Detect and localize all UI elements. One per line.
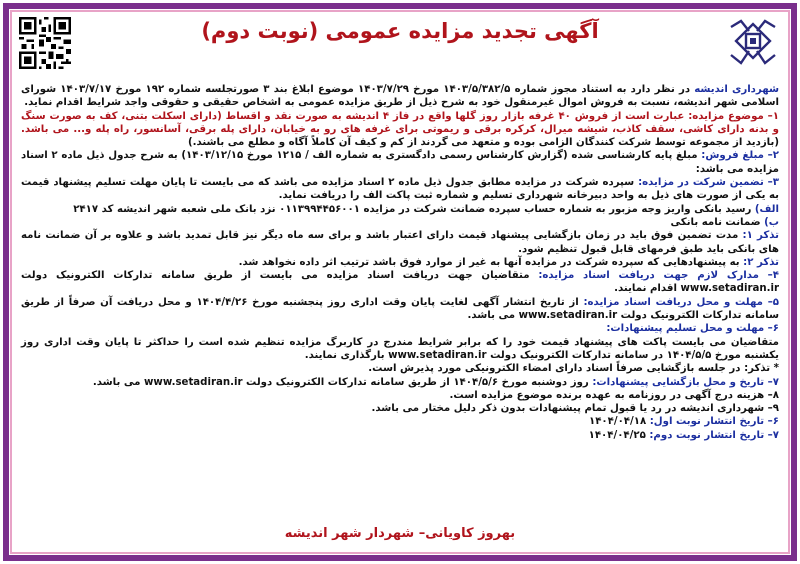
item-be (21, 216, 779, 229)
item-4 (21, 269, 779, 296)
item-6-label: ۶– مهلت و محل تسلیم پیشنهادات: (606, 323, 779, 335)
publish-first (21, 415, 779, 428)
item-alef (21, 203, 779, 216)
item-3 (21, 176, 779, 203)
item-6-body-text: متقاضیان می بایست پاکت های پیشنهاد قیمت خود را که برابر شرایط مندرج در کاربرگ مزایده تنظیم شده است را حداکثر تا پایان وقت اداری روز یکشنبه مورخ ۱۴۰۴/۵/۵ در سامانه تدارکات الکترونیک دولت (21, 336, 779, 361)
item-4-text: متقاضیان جهت دریافت اسناد مزایده می بایست از طریق سامانه تدارکات الکترونیک دولت (21, 270, 539, 282)
item-5 (21, 296, 779, 323)
publish-first-label: ۶– تاریخ انتشار نوبت اول: (649, 416, 779, 428)
item-1 (21, 110, 779, 150)
note-1 (21, 229, 779, 256)
note-2 (21, 256, 779, 269)
item-4-label: ۴– مدارک لازم جهت دریافت اسناد مزایده: (538, 270, 779, 282)
item-6-body (21, 336, 779, 363)
intro-label: شهرداری اندیشه (694, 84, 779, 95)
publish-second (21, 429, 779, 442)
item-4-url[interactable]: www.setadiran.ir (680, 283, 779, 295)
item-2-label: ۲– مبلغ فروش: (701, 150, 779, 162)
item-8-text: ۸– هزینه درج آگهی در روزنامه به عهده برنده موضوع مزایده است. (449, 389, 779, 401)
item-7-text: روز دوشنبه مورخ ۱۴۰۴/۵/۶ از طریق سامانه تدارکات الکترونیک دولت (242, 376, 593, 388)
item-6-after: بارگذاری نمایند. (304, 349, 389, 361)
note-2-text: به پیشنهادهایی که سپرده شرکت در مزایده آنها به غیر از موارد فوق باشد ترتیب اثر داده نخواهد شد. (238, 256, 744, 268)
item-8 (21, 389, 779, 402)
item-6 (21, 322, 779, 335)
item-alef-text: رسید بانکی واریز وجه مزبور به شماره حساب سپرده ضمانت شرکت در مزایده ۰۱۱۳۹۹۴۴۵۶۰۰۱ نزد بانک ملی شعبه شهر اندیشه کد ۲۴۱۷ (73, 203, 755, 215)
item-2-text: مبلغ پایه کارشناسی شده (گزارش کارشناس رسمی دادگستری به شماره الف / ۱۲۱۵ مورخ ۱۴۰۳/۱۲/۱۵) به شرح جدول ذیل ماده ۲ اسناد مزایده می باشد: (21, 150, 779, 175)
item-7 (21, 376, 779, 389)
note-2-label: تذکر ۲: (743, 256, 779, 268)
item-9 (21, 402, 779, 415)
item-5-url[interactable]: www.setadiran.ir (518, 310, 618, 322)
item-1-text: عبارت است از فروش ۴۰ غرفه بازار روز گلها واقع در فاز ۴ اندیشه به صورت نقد و اقساط (دارای اسکلت بتنی، کف به صورت سنگ و بدنه دارای کاشی، سقف کاذب، شیشه میرال، کرکره برقی و ریموتی برای غرفه های رو به خیابان، دارای پله برقی، آسانسور، راه پله و... می باشد. (21, 110, 779, 135)
item-be-text: ضمانت نامه بانکی (670, 216, 765, 228)
item-9-text: ۹– شهرداری اندیشه در رد یا قبول تمام پیشنهادات بدون ذکر دلیل مختار می باشد. (371, 403, 779, 415)
note-3-label: * تذکر: (744, 363, 779, 375)
item-be-label: ب) (764, 216, 779, 228)
item-6-url[interactable]: www.setadiran.ir (388, 349, 487, 361)
note-3-text: در جلسه بازگشایی صرفاً اسناد دارای امضاء الکترونیکی مورد پذیرش است. (368, 363, 745, 375)
note-1-text: مدت تضمین فوق باید در زمان بازگشایی پیشنهاد قیمت دارای اعتبار باشد و برای سه ماه دیگر نیز قابل تمدید باشد و علاوه بر آن ضمانت نامه های بانکی باید طبق فرمهای قابل قبول تنظیم شود. (21, 230, 779, 255)
note-3 (21, 362, 779, 375)
publish-second-label: ۷– تاریخ انتشار نوبت دوم: (649, 429, 779, 441)
publish-second-date: ۱۴۰۴/۰۴/۲۵ (588, 429, 650, 441)
item-4-after: اقدام نمایند. (614, 283, 681, 295)
intro-paragraph (21, 83, 779, 110)
item-5-after: می باشد. (467, 310, 519, 322)
item-3-label: ۳– تضمین شرکت در مزایده: (638, 177, 779, 189)
publish-first-date: ۱۴۰۴/۰۴/۱۸ (588, 416, 650, 428)
intro-text: در نظر دارد به استناد مجوز شماره ۱۴۰۳/۵/۳۸۲/۵ مورخ ۱۴۰۳/۷/۲۹ موضوع ابلاغ بند ۳ صورتجلسه شماره ۱۹۲ مورخ ۱۴۰۳/۷/۱۷ شورای اسلامی شهر اندیشه، نسبت به فروش اموال غیرمنقول خود به شرح ذیل از طریق مزایده عمومی به اشخاص حقیقی و حقوقی واجد شرایط اقدام نماید. (21, 84, 779, 109)
note-1-label: تذکر ۱: (742, 230, 779, 242)
item-3-text: سپرده شرکت در مزایده مطابق جدول ذیل ماده ۲ اسناد مزایده می باشد که می بایست تا پایان مهلت تسلیم پیشنهاد قیمت به یکی از صورت های ذیل به واحد دبیرخانه شهرداری تسلیم و شماره ثبت پاکت الف را دریافت نماید. (21, 177, 779, 202)
notice-title: آگهی تجدید مزایده عمومی (نوبت دوم) (201, 19, 599, 43)
item-alef-label: الف) (754, 203, 779, 215)
item-7-url[interactable]: www.setadiran.ir (144, 376, 243, 388)
notice-frame (3, 3, 797, 561)
item-1-extra: (بازدید از مجموعه توسط شرکت کنندگان الزامی بوده و متعهد می گردند از کم و کیف آن کاملاً آگاه و مطلع می باشند.) (187, 137, 779, 149)
item-1-label: ۱– موضوع مزایده: (688, 110, 779, 122)
item-7-label: ۷– تاریخ و محل بازگشایی پیشنهادات: (592, 376, 779, 388)
item-7-after: می باشد. (92, 376, 145, 388)
item-2 (21, 149, 779, 176)
notice-body (21, 83, 779, 442)
signature: بهروز کاویانی– شهردار شهر اندیشه (284, 526, 516, 541)
item-5-text: از تاریخ انتشار آگهی لغایت پایان وقت اداری روز پنجشنبه مورخ ۱۴۰۴/۴/۲۶ و محل دریافت آن صرفاً از طریق سامانه تدارکات الکترونیک دولت (21, 296, 779, 322)
item-5-label: ۵– مهلت و محل دریافت اسناد مزایده: (583, 296, 780, 308)
